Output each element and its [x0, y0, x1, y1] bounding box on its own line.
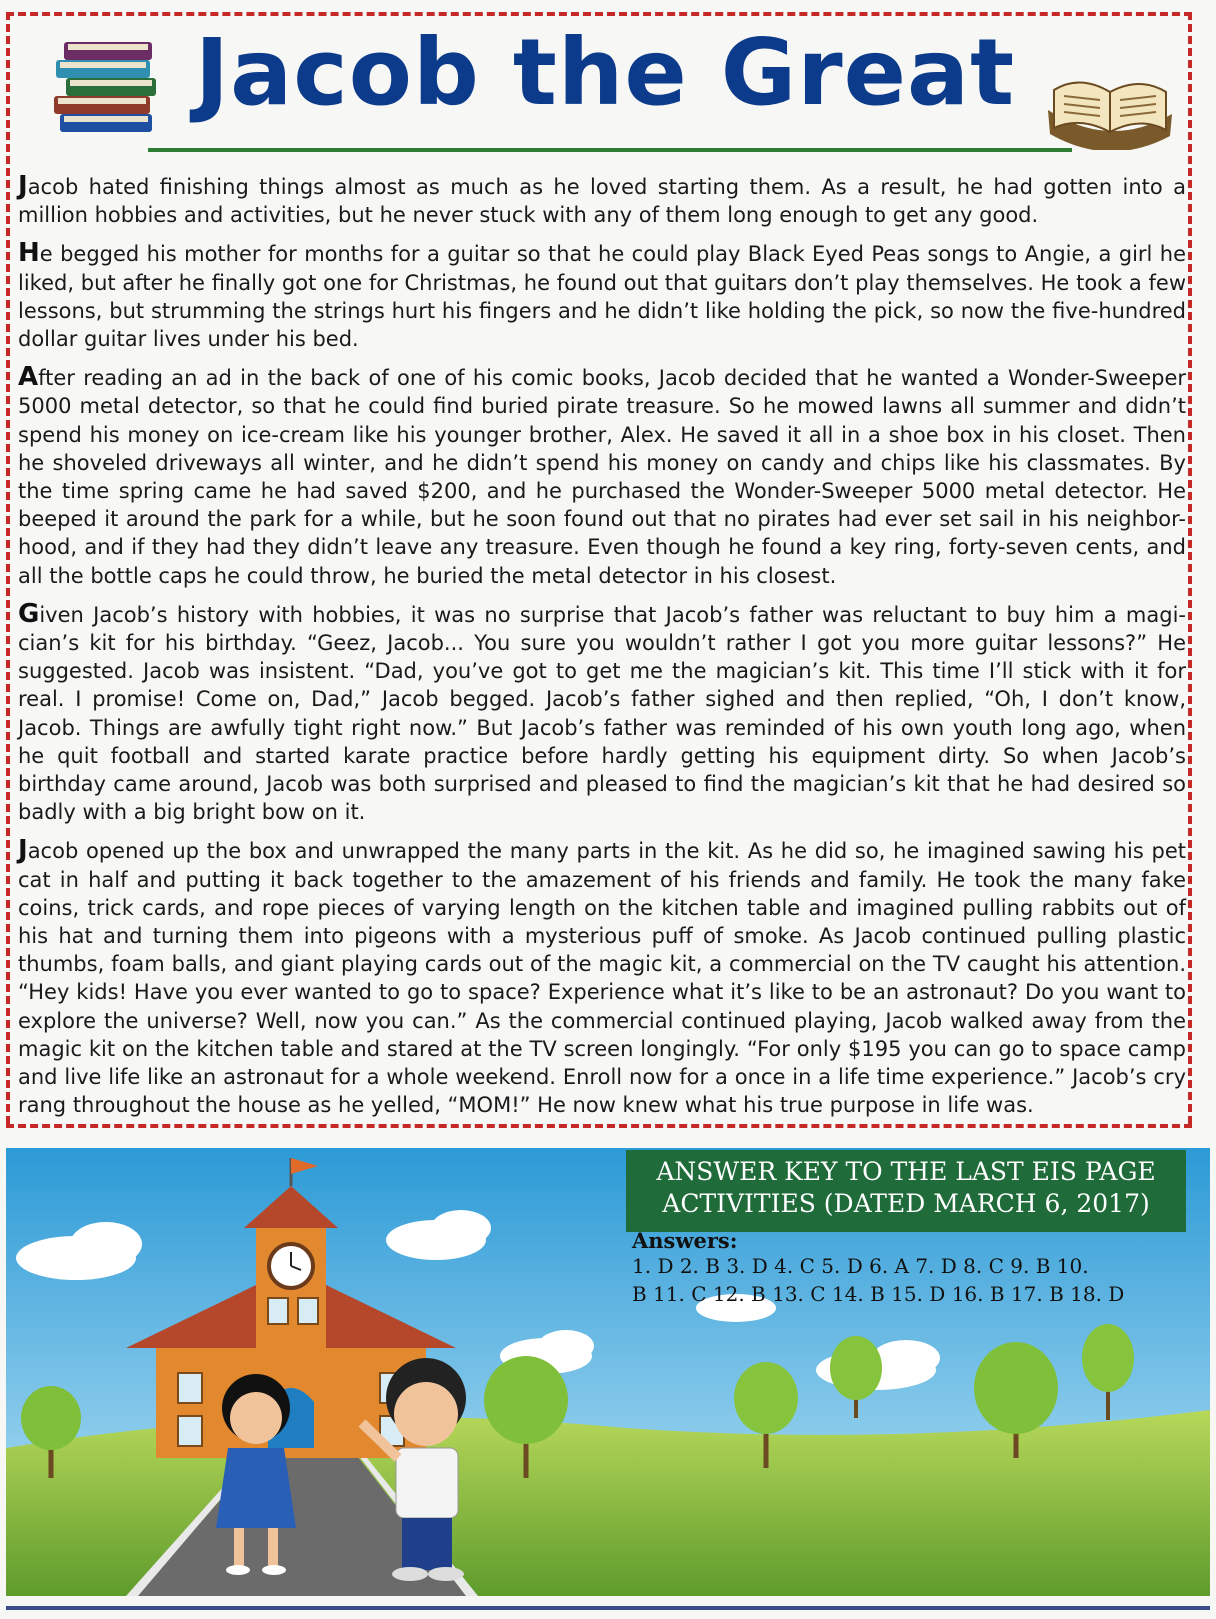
- paragraph-text: acob opened up the box and unwrapped the many parts in the kit. As he did so, he imagined sawing his pet cat in half and putting it back together to the amazement of his friends and family. He took the many fake coins, trick cards, and rope pieces of varying length on the kitchen table and imagined pulling rabbits out of his hat and turning them into pigeons with a mysterious puff of smoke. As Jacob continued pulling plastic thumbs, foam balls, and giant playing cards out of the magic kit, a commercial on the TV caught his attention. “Hey kids! Have you ever wanted to go to space? Experience what it’s like to be an astronaut? Do you want to explore the universe? Well, now you can.” As the commercial continued playing, Jacob walked away from the magic kit on the kitchen table and stared at the TV screen longingly. “For only $195 you can go to space camp and live life like an astronaut for a whole weekend. Enroll now for a once in a life time experience.” Jacob’s cry rang throughout the house as he yelled, “MOM!” He now knew what his true purpose in life was.: [18, 839, 1186, 1118]
- drop-cap: G: [18, 598, 40, 629]
- paragraph-5: [18, 836, 1186, 1119]
- books-stack-icon: [52, 38, 162, 136]
- paragraph-text: fter reading an ad in the back of one of his comic books, Jacob decided that he wanted a Wonder-Sweeper 5000 metal detector, so that he could find buried pirate treasure. So he mowed lawns all summer and didn’t spend his money on ice-cream like his younger brother, Alex. He saved it all in a shoe box in his closet. Then he shoveled driveways all winter, and he didn’t spend his money on candy and chips like his classmates. By the time spring came he had saved $200, and he purchased the Wonder-Sweeper 5000 metal detector. He beeped it around the park for a while, but he soon found out that no pirates had ever set sail in his neighbor-hood, and if they had they didn’t leave any treasure. Even though he found a key ring, forty-seven cents, and all the bottle caps he could throw, he buried the metal detector in his closest.: [18, 366, 1186, 588]
- paragraph-text: e begged his mother for months for a guitar so that he could play Black Eyed Peas songs to Angie, a girl he liked, but after he finally got one for Christmas, he found out that guitars don’t play themselves. He took a few lessons, but strumming the strings hurt his fingers and he didn’t like holding the pick, so now the five-hundred dollar guitar lives under his bed.: [18, 242, 1186, 352]
- border-top: [6, 12, 1192, 16]
- drop-cap: A: [18, 362, 39, 393]
- paragraph-4: [18, 600, 1186, 827]
- story-body: [18, 172, 1186, 1130]
- footer-rule: [6, 1606, 1210, 1610]
- answers-label: Answers:: [632, 1228, 738, 1253]
- answer-key-banner: [626, 1150, 1186, 1232]
- border-right: [1188, 12, 1192, 1124]
- title-underline: [148, 148, 1072, 152]
- open-book-icon: [1040, 70, 1180, 150]
- paragraph-text: acob hated finishing things almost as much as he loved starting them. As a result, he had gotten into a million hobbies and activities, but he never stuck with any of them long enough to get any good.: [18, 175, 1186, 228]
- paragraph-3: [18, 363, 1186, 590]
- paragraph-2: [18, 239, 1186, 353]
- drop-cap: J: [18, 835, 28, 866]
- drop-cap: H: [18, 238, 40, 269]
- answer-key-heading-line2: ACTIVITIES (DATED MARCH 6, 2017): [662, 1189, 1150, 1218]
- answers-line-2: B 11. C 12. B 13. C 14. B 15. D 16. B 17. B 18. D: [632, 1282, 1125, 1306]
- paragraph-1: [18, 172, 1186, 229]
- paragraph-text: iven Jacob’s history with hobbies, it was no surprise that Jacob’s father was reluctant to buy him a magi-cian’s kit for his birthday. “Geez, Jacob... You sure you wouldn’t rather I got you more guitar lessons?” He suggested. Jacob was insistent. “Dad, you’ve got to get me the magician’s kit. This time I’ll stick with it for real. I promise! Come on, Dad,” Jacob begged. Jacob’s father sighed and then replied, “Oh, I don’t know, Jacob. Things are awfully tight right now.” But Jacob’s father was reminded of his own youth long ago, when he quit football and started karate practice before hardly getting his equipment dirty. So when Jacob’s birthday came around, Jacob was both surprised and pleased to find the magician’s kit that he had desired so badly with a big bright bow on it.: [18, 602, 1186, 825]
- drop-cap: J: [18, 171, 28, 201]
- answers-line-1: 1. D 2. B 3. D 4. C 5. D 6. A 7. D 8. C 9. B 10.: [632, 1254, 1089, 1278]
- border-left: [6, 12, 10, 1124]
- answer-key-heading-line1: ANSWER KEY TO THE LAST EIS PAGE: [656, 1157, 1156, 1186]
- page-title: Jacob the Great: [194, 19, 1016, 126]
